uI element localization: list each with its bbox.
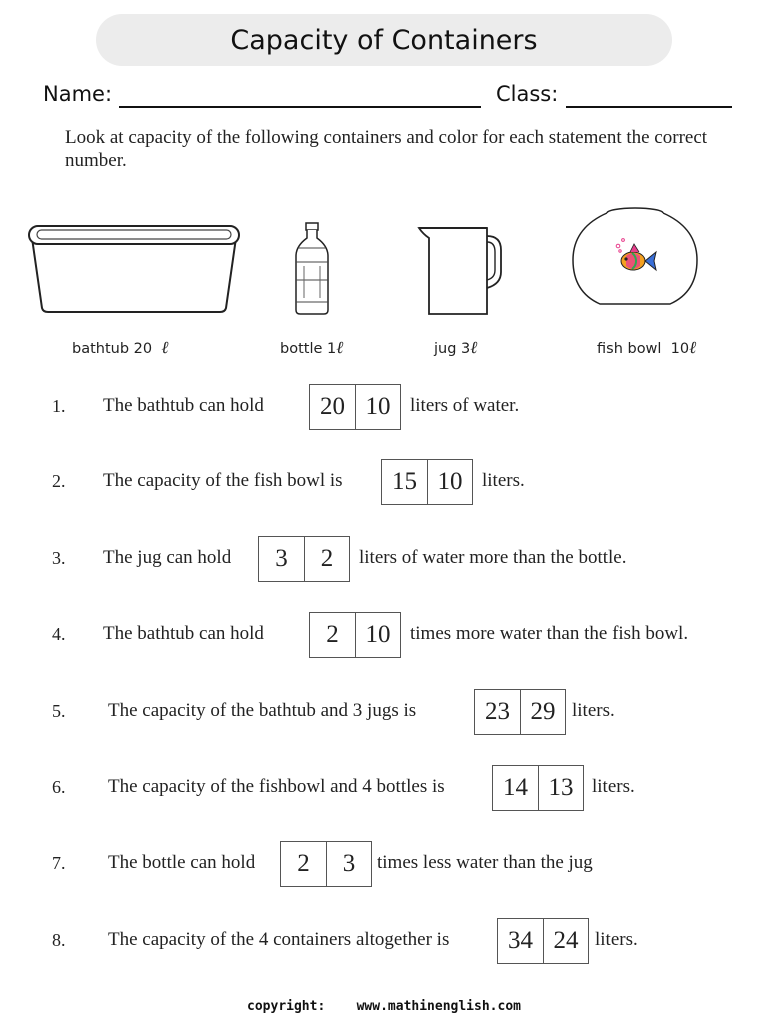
answer-option[interactable]: 34: [508, 927, 533, 954]
question-text: The jug can hold: [103, 547, 232, 568]
name-field[interactable]: [119, 106, 481, 108]
question-number: 7.: [52, 853, 66, 873]
answer-option[interactable]: 10: [427, 460, 472, 504]
answer-option[interactable]: 13: [538, 766, 583, 810]
answer-choices: [258, 536, 350, 582]
answer-option[interactable]: 2: [297, 850, 310, 877]
question-number: 6.: [52, 777, 66, 797]
name-label: Name:: [43, 82, 113, 106]
question-suffix: liters.: [572, 700, 615, 721]
answer-option[interactable]: 20: [320, 393, 345, 420]
answer-option[interactable]: 29: [520, 690, 565, 734]
answer-option[interactable]: 3: [326, 842, 371, 886]
question-suffix: liters of water more than the bottle.: [359, 547, 627, 568]
instructions-text: Look at capacity of the following containers and color for each statement the correct number.: [65, 127, 708, 171]
answer-choices: [309, 384, 401, 430]
jug-label: jug 3ℓ: [434, 338, 478, 358]
answer-option[interactable]: 3: [275, 545, 288, 572]
question-suffix: liters of water.: [410, 395, 520, 416]
answer-choices: [497, 918, 589, 964]
question-text: The capacity of the fish bowl is: [103, 470, 343, 491]
fish-bowl-label: fish bowl 10ℓ: [597, 338, 697, 358]
question-text: The capacity of the bathtub and 3 jugs is: [108, 700, 417, 721]
student-info-row: [43, 80, 743, 112]
answer-option[interactable]: 14: [503, 774, 528, 801]
bottle-icon: [292, 222, 332, 316]
answer-option[interactable]: 10: [355, 613, 400, 657]
copyright-footer: [0, 999, 768, 1014]
question-number: 5.: [52, 701, 66, 721]
class-field[interactable]: [566, 106, 732, 108]
question-number: 3.: [52, 548, 66, 568]
answer-option[interactable]: 15: [392, 468, 417, 495]
question-suffix: liters.: [592, 776, 635, 797]
answer-choices: [381, 459, 473, 505]
question-suffix: times more water than the fish bowl.: [410, 623, 689, 644]
question-number: 8.: [52, 930, 66, 950]
fish-bowl-icon: [570, 204, 700, 308]
jug-icon: [415, 222, 505, 318]
question-suffix: liters.: [595, 929, 638, 950]
question-suffix: liters.: [482, 470, 525, 491]
question-text: The bathtub can hold: [103, 623, 264, 644]
bathtub-icon: [26, 220, 242, 316]
answer-option[interactable]: 2: [304, 537, 349, 581]
question-suffix: times less water than the jug: [377, 852, 593, 873]
question-number: 1.: [52, 396, 66, 416]
bathtub-label: bathtub 20 ℓ: [72, 338, 169, 358]
website-url: www.mathinenglish.com: [356, 999, 521, 1014]
answer-choices: [280, 841, 372, 887]
worksheet-title: Capacity of Containers: [96, 14, 672, 66]
question-text: The capacity of the 4 containers altogether is: [108, 929, 450, 950]
question-text: The bathtub can hold: [103, 395, 264, 416]
answer-choices: [492, 765, 584, 811]
answer-option[interactable]: 2: [326, 621, 339, 648]
answer-choices: [474, 689, 566, 735]
answer-option[interactable]: 10: [355, 385, 400, 429]
question-number: 2.: [52, 471, 66, 491]
question-text: The bottle can hold: [108, 852, 256, 873]
copyright-label: copyright:: [247, 999, 326, 1014]
question-number: 4.: [52, 624, 66, 644]
question-text: The capacity of the fishbowl and 4 bottles is: [108, 776, 445, 797]
answer-option[interactable]: 23: [485, 698, 510, 725]
bottle-label: bottle 1ℓ: [280, 338, 344, 358]
class-label: Class:: [496, 82, 559, 106]
answer-option[interactable]: 24: [543, 919, 588, 963]
answer-choices: [309, 612, 401, 658]
